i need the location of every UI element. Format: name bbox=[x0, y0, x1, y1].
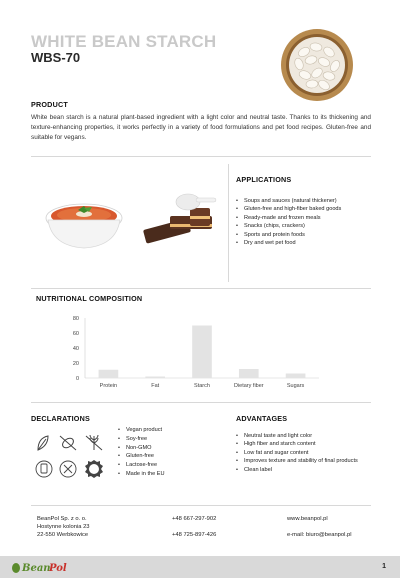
made-in-eu-icon bbox=[85, 460, 103, 478]
x-tick-label: Starch bbox=[194, 383, 210, 389]
nutrition-chart bbox=[57, 312, 327, 394]
y-tick-label: 20 bbox=[72, 361, 79, 367]
list-item: • Soy-free bbox=[118, 435, 218, 444]
bar-sugars bbox=[286, 374, 306, 379]
svg-text:Bean: Bean bbox=[22, 563, 51, 574]
vertical-divider bbox=[228, 164, 229, 282]
phone-1[interactable]: +48 667-297-902 bbox=[172, 516, 217, 522]
brand-logo bbox=[10, 559, 70, 580]
y-tick-label: 40 bbox=[72, 346, 79, 352]
list-item: • Non-GMO bbox=[118, 444, 218, 453]
declarations-list bbox=[118, 426, 218, 479]
email-link[interactable]: e-mail: biuro@beanpol.pl bbox=[287, 532, 352, 538]
product-description: White bean starch is a natural plant-based ingredient with a light color and neutral taste. Thanks to its thickening and texture-enhancing properties, it works perfectly in a variety of food formulations and pet food recipes. Gluten-free and suitable for vegans. bbox=[31, 114, 371, 141]
list-item: • Dry and wet pet food bbox=[236, 239, 386, 247]
website-link[interactable]: www.beanpol.pl bbox=[287, 516, 328, 522]
list-item: • Soups and sauces (natural thickener) bbox=[236, 197, 386, 205]
address-line: Hostynne kolonia 23 bbox=[37, 524, 90, 531]
x-tick-label: Sugars bbox=[286, 383, 305, 389]
declaration-icons bbox=[34, 432, 106, 480]
non-gmo-icon bbox=[60, 461, 76, 477]
applications-list bbox=[236, 197, 386, 247]
list-item: • Gluten-free bbox=[118, 452, 218, 461]
y-tick-label: 80 bbox=[72, 316, 79, 322]
y-tick-label: 60 bbox=[72, 331, 79, 337]
page-number: 1 bbox=[382, 563, 386, 570]
list-item: • High fiber and starch content bbox=[236, 440, 376, 448]
list-item: • Sports and protein foods bbox=[236, 231, 386, 239]
beans-bowl-image bbox=[280, 28, 354, 102]
svg-text:Pol: Pol bbox=[49, 563, 67, 574]
no-soy-icon bbox=[60, 436, 76, 450]
list-item: • Low fat and sugar content bbox=[236, 449, 376, 457]
vegan-leaf-icon bbox=[38, 436, 48, 450]
list-item: • Made in the EU bbox=[118, 470, 218, 479]
product-code: WBS-70 bbox=[31, 50, 81, 65]
page-title: WHITE BEAN STARCH bbox=[31, 32, 217, 51]
list-item: • Improves texture and stability of final products bbox=[236, 457, 376, 465]
list-item: • Snacks (chips, crackers) bbox=[236, 222, 386, 230]
applications-heading: APPLICATIONS bbox=[236, 175, 292, 184]
bar-starch bbox=[192, 326, 212, 379]
company-address bbox=[37, 515, 90, 540]
list-item: • Vegan product bbox=[118, 426, 218, 435]
divider bbox=[31, 288, 371, 289]
divider bbox=[31, 402, 371, 403]
bar-protein bbox=[99, 370, 119, 378]
list-item: • Clean label bbox=[236, 466, 376, 474]
list-item: • Gluten-free and high-fiber baked goods bbox=[236, 205, 386, 213]
list-item: • Ready-made and frozen meals bbox=[236, 214, 386, 222]
x-tick-label: Fat bbox=[151, 383, 160, 389]
y-tick-label: 0 bbox=[75, 376, 79, 382]
x-tick-label: Protein bbox=[99, 383, 118, 389]
bar-chart bbox=[57, 312, 327, 394]
advantages-heading: ADVANTAGES bbox=[236, 414, 288, 423]
lactose-free-icon bbox=[36, 461, 52, 477]
x-tick-label: Dietary fiber bbox=[233, 383, 264, 389]
list-item: • Neutral taste and light color bbox=[236, 432, 376, 440]
declarations-heading: DECLARATIONS bbox=[31, 414, 90, 423]
bar-fat bbox=[145, 377, 165, 379]
gluten-free-icon bbox=[86, 435, 102, 450]
food-photos bbox=[40, 180, 220, 260]
divider bbox=[31, 156, 371, 157]
product-heading: PRODUCT bbox=[31, 100, 68, 109]
bar-dietary-fiber bbox=[239, 369, 259, 378]
phone-2[interactable]: +48 725-897-426 bbox=[172, 532, 217, 538]
divider bbox=[31, 505, 371, 506]
company-name: BeanPol Sp. z o. o. bbox=[37, 516, 87, 522]
list-item: • Lactose-free bbox=[118, 461, 218, 470]
address-line: 22-550 Werbkowice bbox=[37, 532, 89, 539]
advantages-list bbox=[236, 432, 376, 474]
nutrition-heading: NUTRITIONAL COMPOSITION bbox=[36, 294, 143, 303]
